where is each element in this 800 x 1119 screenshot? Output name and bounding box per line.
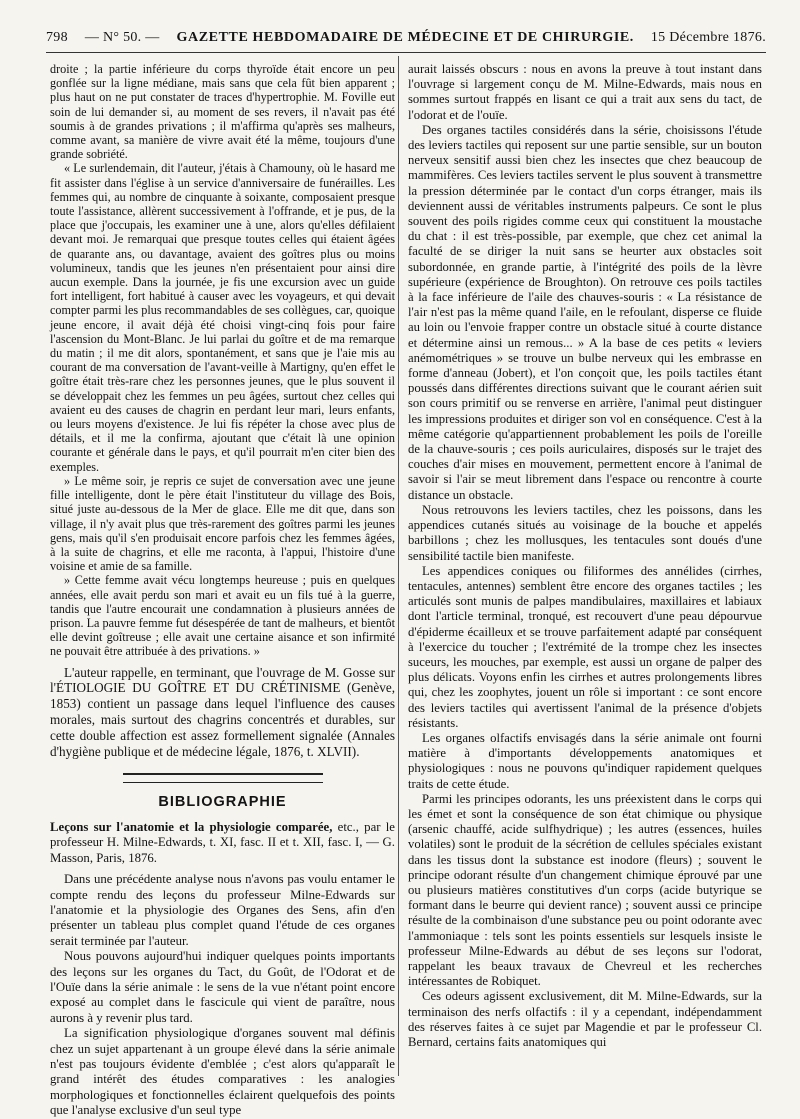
paragraph: » Le même soir, je repris ce sujet de conversation avec une jeune fille intelligente, dont le père était l'instituteur du village des Bois, situé juste au-dessous de la Mer de glace. Elle me dit que, dans son village, il n'y avait plus que très-rarement des goîtres parmi les jeunes gens, mais qu'il s'en produisait encore parfois chez les femmes âgées, à la suite de chagrins, et elle me raconta, à l'appui, l'histoire d'une voisine et amie de sa famille.: [50, 473, 395, 574]
column-divider: [398, 56, 399, 1076]
paragraph: Nous retrouvons les leviers tactiles, chez les poissons, dans les appendices cutanés situés au voisinage de la bouche et appelés barbillons ; chez les mollusques, les tentacules sont doués d'une sensibilité tactile bien manifeste.: [408, 502, 762, 563]
paragraph: » Cette femme avait vécu longtemps heureuse ; puis en quelques années, elle avait perdu son mari et avait eu un fils tué à la guerre, tandis que l'autre encourait une condamnation à plusieurs années de prison. La pauvre femme fut désespérée de tant de malheurs, et bientôt elle devint goîtreuse ; elle avait une certaine aisance et son infirmité ne pouvait être attribuée à des privations. »: [50, 573, 395, 659]
paragraph: Des organes tactiles considérés dans la série, choisissons l'étude des leviers tactiles qui reposent sur une partie sensible, sur un bouton nerveux sensitif aussi bien chez les insectes que chez beaucoup de mammifères. Ces leviers tactiles servent le plus souvent à transmettre la pression déterminée par le contact d'un corps étranger, mais ils deviennent aussi de véritables instruments palpeurs. Ce sont le plus souvent des poils rigides comme ceux qui constituent la moustache du chat : il est très-possible, par exemple, que chez cet animal la faculté de se diriger la nuit sans se heurter aux obstacles soit subordonnée, en grande partie, à l'intégrité des poils de la lèvre supérieure (expérience de Broughton). On retrouve ces poils tactiles à la face inférieure de l'aile des chauves-souris : « La résistance de l'air n'est pas la même quand l'aile, en le refoulant, disperse ce fluide au loin ou l'envoie frapper contre un obstacle situé à courte distance et détermine ainsi un remous... » A la base de ces petits « leviers anémométriques » se trouve un bulbe nerveux qui les embrasse en forme d'anneau (Jobert), et l'on conçoit que, les poils tactiles étant poussés dans différentes directions suivant que le courant aérien suit son cours primitif ou se renverse en arrière, l'animal peut distinguer les impressions produites et diriger son vol en conséquence. C'est à la même catégorie qu'appartiennent probablement les poils de l'oreille de la chauve-souris ; ces poils auriculaires, disposés sur le trajet des couches d'air mises en mouvement, permettent encore à l'animal de savoir si l'air se meut librement dans l'espace ou rencontre à courte distance un obstacle.: [408, 122, 762, 502]
section-title: BIBLIOGRAPHIE: [158, 794, 287, 811]
paragraph: droite ; la partie inférieure du corps thyroïde était encore un peu gonflée sur la ligne médiane, mais sans que cela fût bien apparent ; plus haut on ne put constater de traces d'hypertrophie. M. Foville eut soin de lui demander si, au moment de ses revers, il n'avait pas été soumis à de grandes privations ; il m'affirma qu'après ses malheurs, comme avant, sa manière de vivre avait été la même, toujours d'une grande sobriété.: [50, 62, 395, 162]
paragraph: Ces odeurs agissent exclusivement, dit M. Milne-Edwards, sur la terminaison des nerfs olfactifs : il y a cependant, indépendamment des réserves faites à ce sujet par Magendie et par le professeur Cl. Bernard, certains faits anatomiques qui: [408, 989, 762, 1049]
paragraph: L'auteur rappelle, en terminant, que l'ouvrage de M. Gosse sur l'ÉTIOLOGIE DU GOÎTRE ET DU CRÉTINISME (Genève, 1853) contient un passage dans lequel l'influence des causes morales, mais surtout des chagrins concentrés et durables, sur cette double affection est assez formellement signalée (Annales d'hygiène publique et de médecine légale, 1876, t. XLVII).: [50, 664, 395, 759]
paragraph: Parmi les principes odorants, les uns préexistent dans le corps qui les émet et sont la conséquence de son état chimique ou physique (arsenic chauffé, acide sulfhydrique) ; les autres (essences, huiles volatiles) sont le produit de la sécrétion de cellules spéciales existant dans les tissus dont la substance est inodore (fleurs) ; souvent le principe odorant résulte d'un changement chimique éprouvé par une ou plusieurs matières constitutives d'un corps (acide butyrique se formant dans le beurre qui devient rance) ; souvent aussi ce principe résulte de la combinaison d'une substance peu ou point odorante avec l'ammoniaque : tels sont les points essentiels sur lesquels insiste le professeur Milne-Edwards au début de ses leçons sur l'odorat, rappelant les beaux travaux de Chevreul et les recherches intéressantes de Robiquet.: [408, 791, 762, 989]
decorative-rule: [123, 773, 323, 783]
paragraph: aurait laissés obscurs : nous en avons la preuve à tout instant dans l'ouvrage si largement conçu de M. Milne-Edwards, mais nous en sommes surtout frappés en lisant ce qui a trait aux sens du tact, de l'odorat et de l'ouïe.: [408, 62, 762, 122]
reference-title: Leçons sur l'anatomie et la physiologie comparée,: [50, 819, 333, 834]
reference-details: etc., par le professeur H. Milne-Edwards, t. XI, fasc. II et t. XII, fasc. I, — G. Masson, Paris, 1876.: [50, 819, 395, 865]
issue-number: — N° 50. —: [84, 30, 160, 45]
paragraph: Nous pouvons aujourd'hui indiquer quelques points importants des leçons sur les organes du Tact, du Goût, de l'Odorat et de l'Ouïe dans la série animale : le sens de la vue n'étant point encore exposé au complet dans le fascicule qui vient de paraître, nous aurons à y revenir plus tard.: [50, 949, 395, 1025]
paragraph: Les appendices coniques ou filiformes des annélides (cirrhes, tentacules, antennes) semblent être encore des organes tactiles ; les articulés sont munis de palpes mandibulaires, maxillaires et labiaux dont l'article terminal, tronqué, est recouvert d'une peau dépourvue d'épiderme écailleux et se trouve parfaitement adapté par conséquent à l'exercice du toucher ; l'extrémité de la trompe chez les insectes suceurs, les mouches, par exemple, est aussi un organe de palper des plus délicats. Voyons enfin les cirrhes et autres prolongements libres qui, chez les zoophytes, jouent un rôle si important : ce sont encore des leviers tactiles qui avertissent l'animal de la présence d'objets résistants.: [408, 563, 762, 730]
page-header: [46, 30, 766, 46]
journal-title: GAZETTE HEBDOMADAIRE DE MÉDECINE ET DE CHIRURGIE.: [176, 30, 634, 45]
paragraph: Dans une précédente analyse nous n'avons pas voulu entamer le compte rendu des leçons du professeur Milne-Edwards sur l'anatomie et la physiologie des Organes des Sens, afin d'en présenter un tableau plus complet quand l'étude de ces organes serait terminée par l'auteur.: [50, 872, 395, 948]
paragraph: Les organes olfactifs envisagés dans la série animale ont fourni matière à d'importants développements anatomiques et physiologiques : nous ne pouvons qu'indiquer rapidement quelques traits de cette étude.: [408, 730, 762, 791]
issue-date: 15 Décembre 1876.: [650, 30, 766, 45]
left-column: [50, 62, 395, 1119]
right-column: [408, 62, 762, 1050]
paragraph: La signification physiologique d'organes souvent mal définis chez un sujet appartenant à un groupe élevé dans la série animale n'est pas toujours évidente d'emblée ; c'est alors qu'apparaît le grand intérêt des études comparatives : les analogies morphologiques et fonctionnelles éclairent quelquefois des points que l'analyse exclusive d'un seul type: [50, 1026, 395, 1118]
header-rule: [46, 52, 766, 53]
page-number: 798: [46, 30, 68, 45]
bibliography-reference: [50, 820, 395, 866]
paragraph: « Le surlendemain, dit l'auteur, j'étais à Chamouny, où le hasard me fit assister dans l'église à un service d'anniversaire de funérailles. Les femmes qui, au nombre de cinquante à soixante, composaient presque toute l'assistance, allèrent successivement à l'offrande, et je pus, de la place que j'occupais, les examiner une à une, alors qu'elles défilaient devant moi. Je remarquai que presque toutes celles qui étaient âgées de quarante ans, ou davantage, avaient des goîtres plus ou moins volumineux, tandis que les jeunes n'en présentaient pour ainsi dire aucun exemple. Dans la journée, je fis une excursion avec un guide fort intelligent, fort habitué à causer avec les voyageurs, et qui devait compter parmi les plus recommandables de ses collègues, car, quoique jeune encore, il avait déjà été choisi vingt-cinq fois pour faire l'ascension du Mont-Blanc. Je lui parlai du goître et de ma remarque du matin ; il me dit alors, spontanément, et sans que je l'aie mis au courant de ma conversation de l'avant-veille à Martigny, qu'en effet le goître était très-rare chez les personnes jeunes, que le plus souvent il se développait chez les femmes un peu âgées, surtout chez celles qui avaient eu des causes de chagrin en perdant leur mari, leurs enfants, ou leurs moyens d'existence. Je lui fis répéter la chose avec plus de détails, et il me la confirma, ajoutant que c'était là une opinion courante et générale dans le pays, et qu'il pourrait m'en citer bien des exemples.: [50, 161, 395, 474]
